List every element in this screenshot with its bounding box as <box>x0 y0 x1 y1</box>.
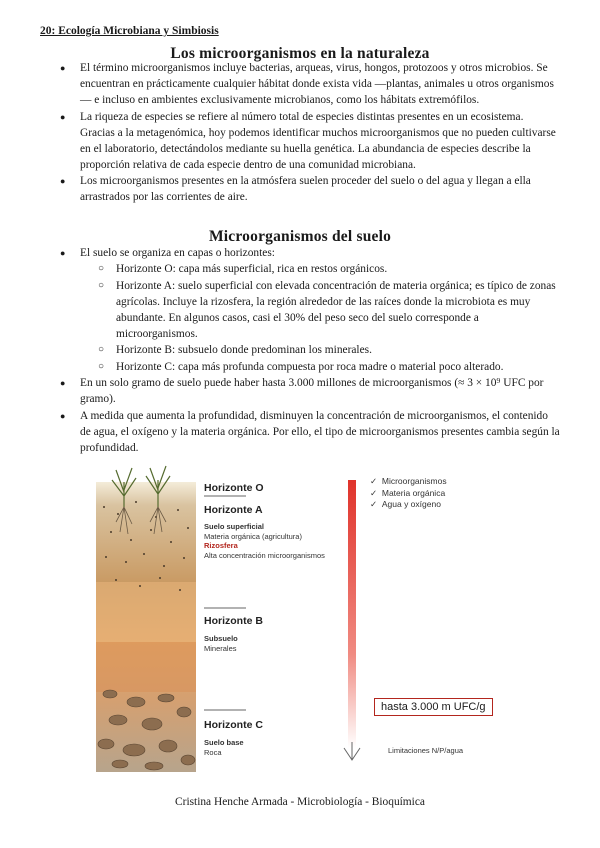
section-title-naturaleza: Los microorganismos en la naturaleza <box>170 45 430 62</box>
document-header: 20: Ecología Microbiana y Simbiosis <box>40 25 219 37</box>
a-line1: Suelo superficial <box>204 522 265 531</box>
bullet-list-naturaleza <box>60 60 560 206</box>
bullet-item: ● En un solo gramo de suelo puede haber hasta 3.000 millones de microorganismos (≈ 3 × 10⁹ UFC por gramo). <box>60 375 560 407</box>
bullet-item: ● La riqueza de especies se refiere al número total de especies distintas presentes en un ecosistema. Gracias a la metagenómica, hoy podemos identificar muchos microorganismos que no pueden cultivarse en el laboratorio, detectándolos mediante su huella genética. La abundancia de especies describe la proporción relativa de cada especie dentro de una comunidad microbiana. <box>60 109 560 173</box>
bullet-list-suelo <box>60 245 560 456</box>
legend-item: ✓ Microorganismos <box>370 476 447 486</box>
section-title-suelo: Microorganismos del suelo <box>208 228 392 245</box>
horizonte-a-details <box>204 522 325 560</box>
legend-item: ✓ Agua y oxígeno <box>370 499 441 509</box>
horizonte-b-label: Horizonte B <box>204 615 263 627</box>
horizonte-o-label: Horizonte O <box>204 482 264 494</box>
check-icon: ✓ <box>370 499 378 509</box>
horizonte-c-label: Horizonte C <box>204 719 263 731</box>
horizonte-c-details <box>204 738 244 757</box>
sub-item: ○ Horizonte A: suelo superficial con elevada concentración de materia orgánica; es típico de zonas agrícolas. Incluye la rizosfera, la región alrededor de las raíces donde la microbiota es muy abundante. En algunos casos, casi el 30% del peso seco del suelo corresponde a microorganismos. <box>98 278 560 342</box>
horizonte-b-details <box>204 634 238 653</box>
limitations-label: Limitaciones N/P/agua <box>388 746 464 755</box>
sub-item: ○ Horizonte B: subsuelo donde predominan los minerales. <box>98 342 560 358</box>
document-footer: Cristina Henche Armada - Microbiología - Bioquímica <box>175 796 425 808</box>
bullet-text: El suelo se organiza en capas o horizontes: <box>80 247 275 259</box>
b-line2: Minerales <box>204 643 237 653</box>
soil-profile-figure <box>96 462 504 774</box>
gradient-arrow-bar <box>348 480 356 748</box>
sub-item: ○ Horizonte O: capa más superficial, rica en restos orgánicos. <box>98 261 560 277</box>
c-line1: Suelo base <box>204 738 244 747</box>
check-icon: ✓ <box>370 476 378 486</box>
legend-item: ✓ Materia orgánica <box>370 487 446 498</box>
bullet-item: ● Los microorganismos presentes en la atmósfera suelen proceder del suelo o del agua y llegan a ella arrastrados por las corrientes de aire. <box>60 173 560 205</box>
bullet-item: ● A medida que aumenta la profundidad, disminuyen la concentración de microorganismos, el contenido de agua, el oxígeno y la materia orgánica. Por ello, el tipo de microorganismos presentes cambia según la profundidad. <box>60 408 560 456</box>
check-icon: ✓ <box>370 487 378 498</box>
b-line1: Subsuelo <box>204 634 238 643</box>
bullet-item <box>60 245 560 375</box>
sub-list-horizontes <box>80 261 560 375</box>
legend-list <box>370 476 447 511</box>
rizosfera-label: Rizosfera <box>204 541 238 550</box>
c-line2: Roca <box>204 747 222 757</box>
a-line2: Materia orgánica (agricultura) <box>204 531 302 541</box>
bullet-item: ● El término microorganismos incluye bacterias, arqueas, virus, hongos, protozoos y otros microbios. Se encuentran en prácticamente cualquier hábitat donde exista vida —plantas, animales u otros organismos— e incluso en ambientes exclusivamente microbianos, como los hábitats extremófilos. <box>60 60 560 108</box>
horizonte-a-label: Horizonte A <box>204 504 263 516</box>
ufc-box: hasta 3.000 m UFC/g <box>374 698 493 716</box>
sub-item: ○ Horizonte C: capa más profunda compuesta por roca madre o material poco alterado. <box>98 359 560 375</box>
a-line4: Alta concentración microorganismos <box>204 550 325 560</box>
